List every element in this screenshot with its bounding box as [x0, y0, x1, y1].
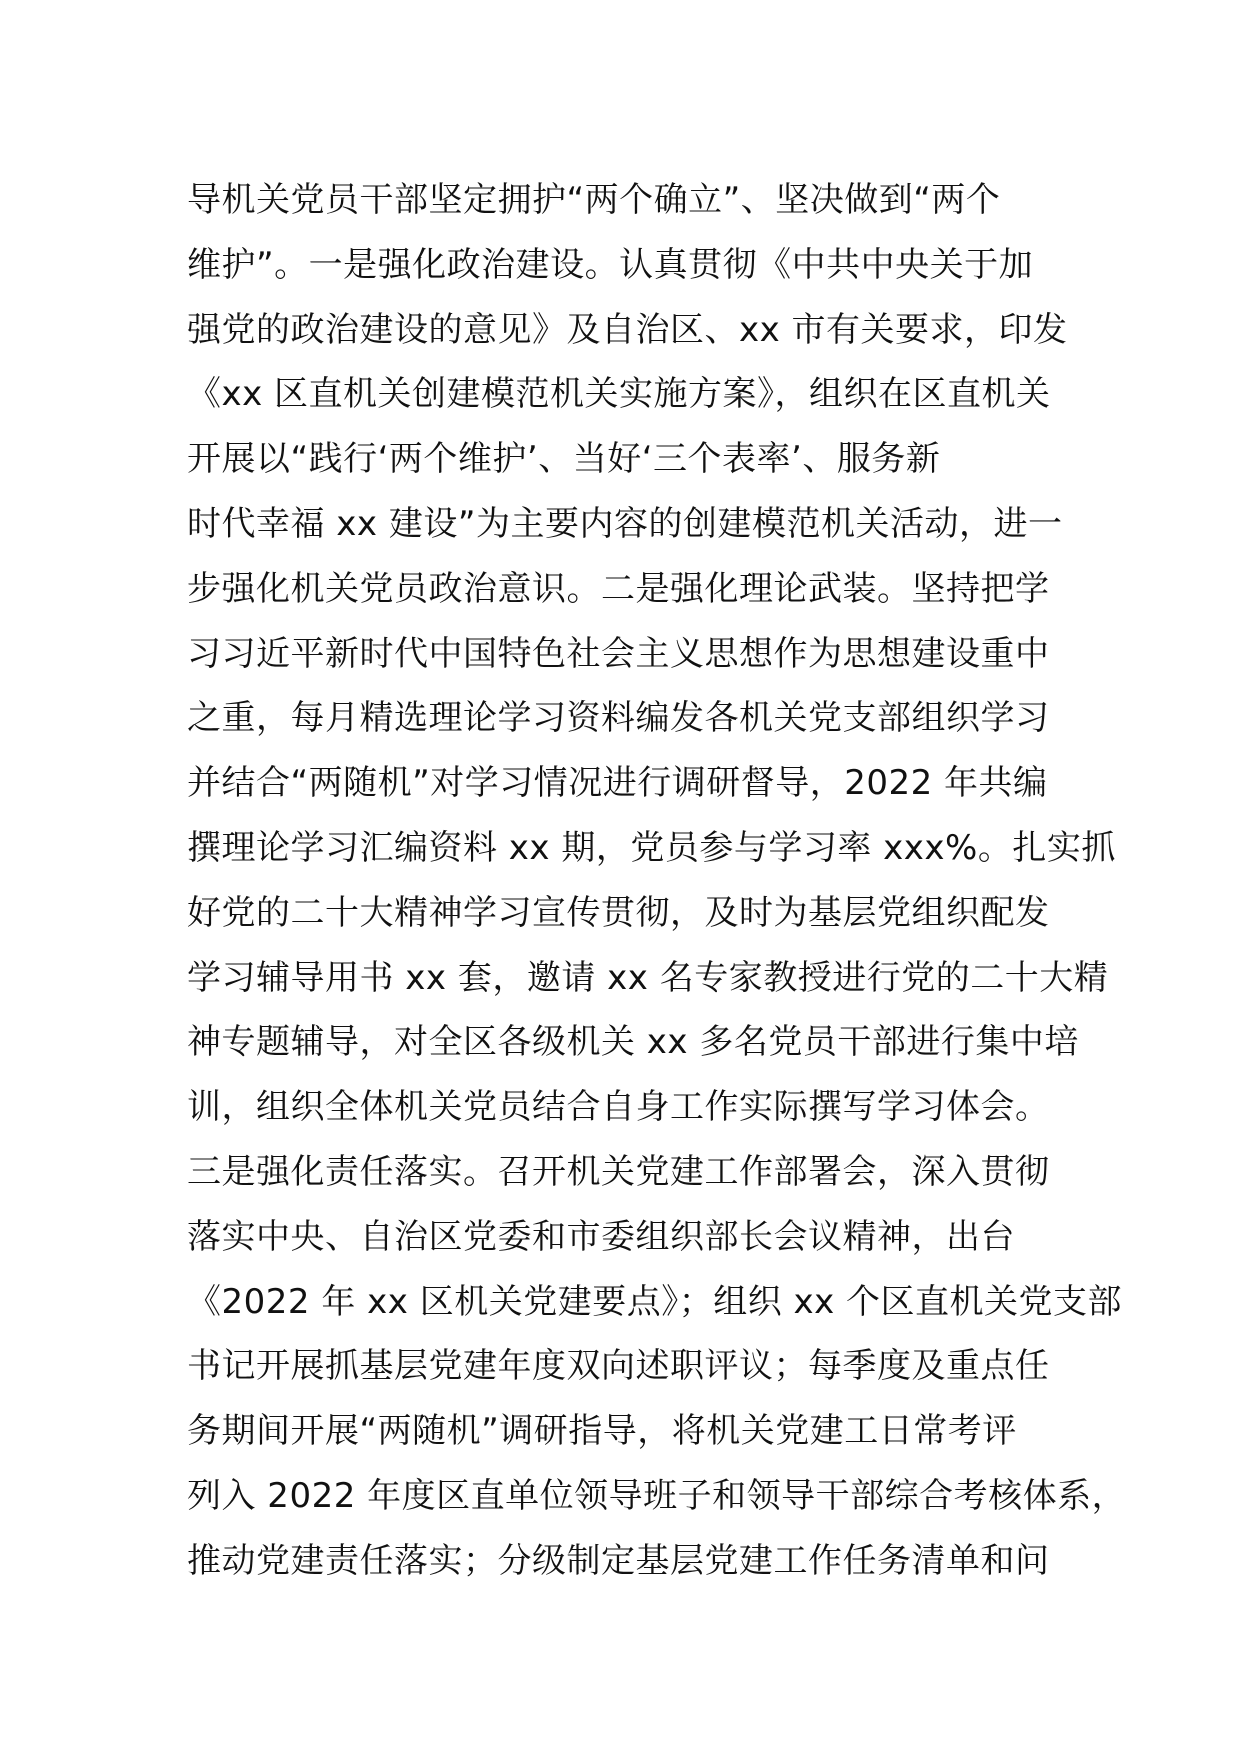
text-line: 列入 2022 年度区直单位领导班子和领导干部综合考核体系， — [187, 1475, 1127, 1516]
text-line: 之重，每月精选理论学习资料编发各机关党支部组织学习 — [187, 698, 1050, 739]
text-line: 学习辅导用书 xx 套，邀请 xx 名专家教授进行党的二十大精 — [187, 957, 1109, 998]
text-line: 维护”。一是强化政治建设。认真贯彻《中共中央关于加 — [187, 244, 1034, 285]
text-line: 书记开展抓基层党建年度双向述职评议；每季度及重点任 — [187, 1346, 1050, 1387]
text-line: 《xx 区直机关创建模范机关实施方案》，组织在区直机关 — [187, 374, 1051, 415]
text-line: 习习近平新时代中国特色社会主义思想作为思想建设重中 — [187, 633, 1050, 674]
text-line: 开展以“践行‘两个维护’、当好‘三个表率’、服务新 — [187, 439, 941, 480]
text-line: 并结合“两随机”对学习情况进行调研督导，2022 年共编 — [187, 763, 1048, 804]
text-line: 好党的二十大精神学习宣传贯彻，及时为基层党组织配发 — [187, 892, 1050, 933]
text-line: 《2022 年 xx 区机关党建要点》；组织 xx 个区直机关党支部 — [187, 1281, 1123, 1322]
text-line: 时代幸福 xx 建设”为主要内容的创建模范机关活动，进一 — [187, 503, 1063, 544]
text-line: 推动党建责任落实；分级制定基层党建工作任务清单和问 — [187, 1540, 1050, 1581]
text-line: 落实中央、自治区党委和市委组织部长会议精神，出台 — [187, 1216, 1015, 1257]
text-line: 三是强化责任落实。召开机关党建工作部署会，深入贯彻 — [187, 1151, 1050, 1192]
text-line: 步强化机关党员政治意识。二是强化理论武装。坚持把学 — [187, 568, 1050, 609]
text-line: 训，组织全体机关党员结合自身工作实际撰写学习体会。 — [187, 1087, 1050, 1128]
text-line: 务期间开展“两随机”调研指导，将机关党建工日常考评 — [187, 1411, 1017, 1452]
text-line: 强党的政治建设的意见》及自治区、xx 市有关要求，印发 — [187, 309, 1068, 350]
text-line: 撰理论学习汇编资料 xx 期，党员参与学习率 xxx%。扎实抓 — [187, 827, 1116, 868]
text-line: 神专题辅导，对全区各级机关 xx 多名党员干部进行集中培 — [187, 1022, 1079, 1063]
body-paragraph — [187, 168, 1127, 1594]
text-line: 导机关党员干部坚定拥护“两个确立”、坚决做到“两个 — [187, 180, 1001, 220]
